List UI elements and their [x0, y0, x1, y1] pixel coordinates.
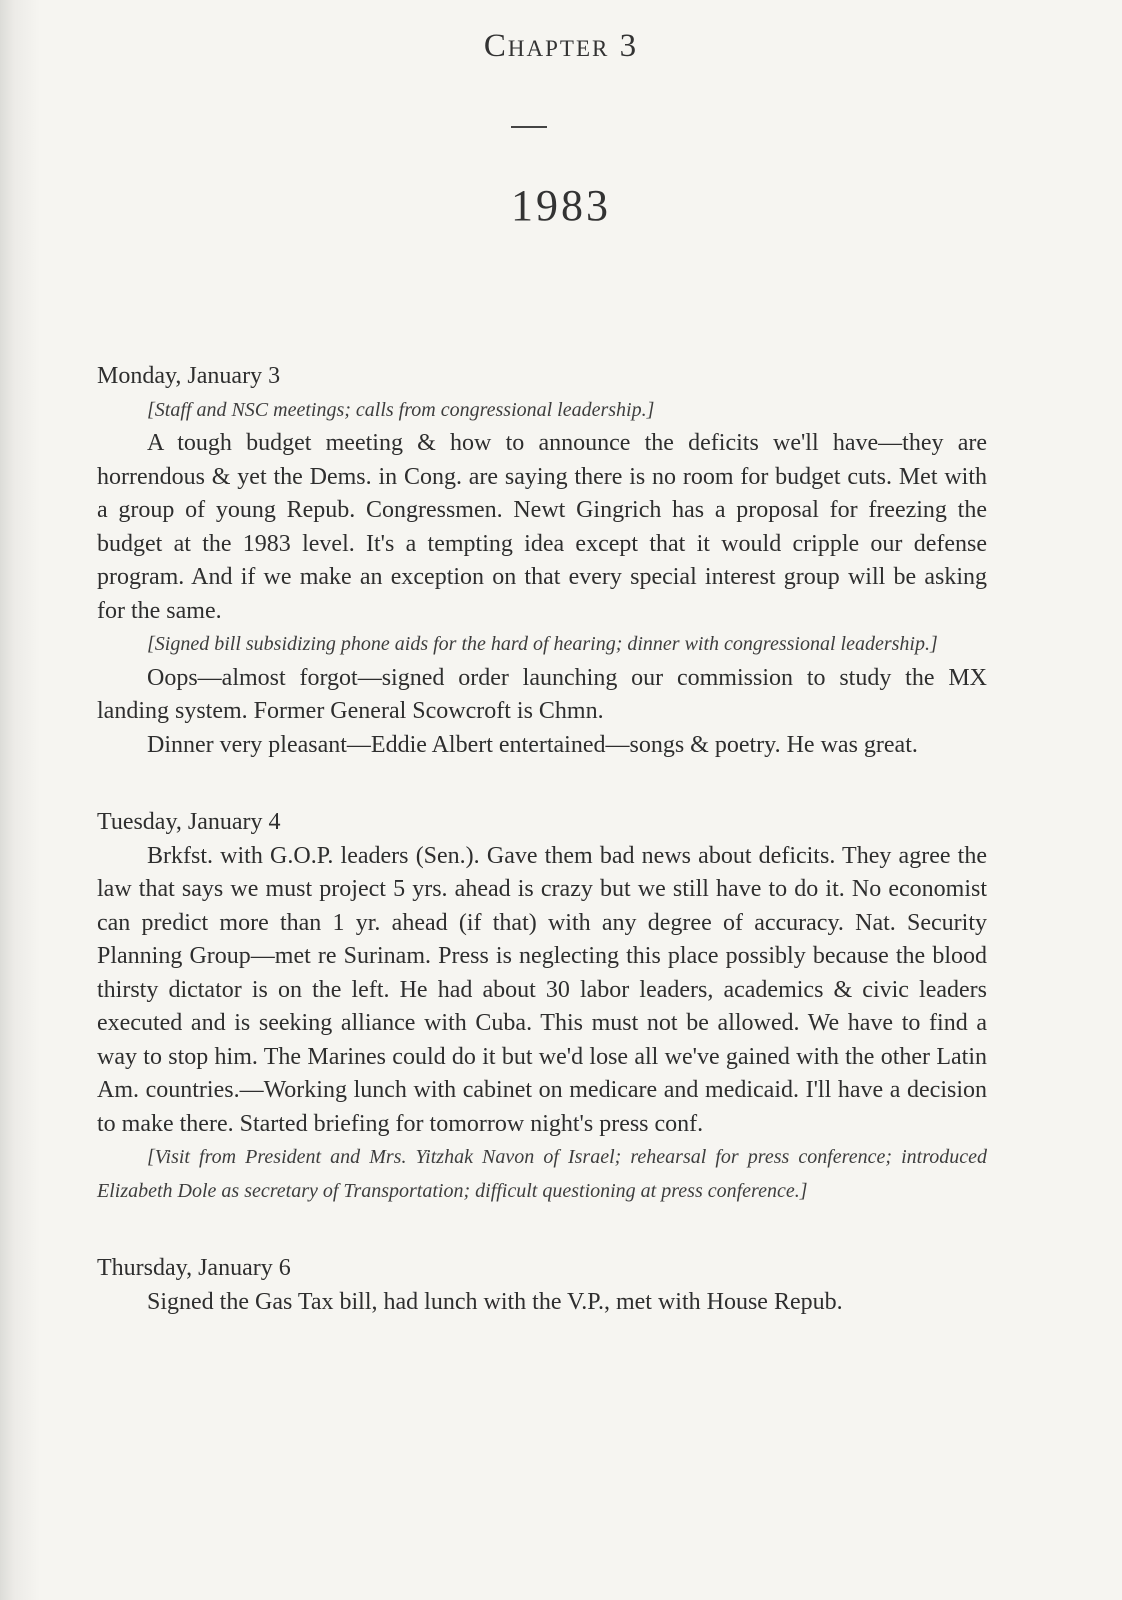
- diary-entry: [97, 360, 987, 762]
- diary-body: [97, 360, 987, 1319]
- entry-paragraph: Brkfst. with G.O.P. leaders (Sen.). Gave them bad news about deficits. They agree the law that says we must project 5 yrs. ahead is crazy but we still have to do it. No economist can predict more than 1 yr. ahead (if that) with any degree of accuracy. Nat. Security Planning Group—met re Surinam. Press is neglecting this place possibly because the blood thirsty dictator is on the left. He had about 30 labor leaders, academics & civic leaders executed and is seeking alliance with Cuba. This must not be allowed. We have to find a way to stop him. The Marines could do it but we'd lose all we've gained with the other Latin Am. countries.—Working lunch with cabinet on medicare and medicaid. I'll have a decision to make there. Started briefing for tomorrow night's press conf.: [97, 842, 987, 1137]
- entry-paragraph: Signed the Gas Tax bill, had lunch with the V.P., met with House Repub.: [147, 1288, 843, 1315]
- entry-date: Thursday, January 6: [97, 1255, 291, 1281]
- entry-date: Tuesday, January 4: [97, 809, 281, 835]
- editorial-note: [Staff and NSC meetings; calls from congressional leadership.]: [147, 398, 655, 421]
- entry-paragraph: Dinner very pleasant—Eddie Albert entertained—songs & poetry. He was great.: [147, 731, 918, 758]
- editorial-note: [Visit from President and Mrs. Yitzhak Navon of Israel; rehearsal for press conference; introduced Elizabeth Dole as secretary of Transportation; difficult questioning at press conference.]: [97, 1146, 987, 1202]
- chapter-label: Chapter 3: [483, 28, 639, 64]
- diary-entry: [97, 806, 987, 1208]
- diary-entry: [97, 1252, 987, 1319]
- entry-paragraph: A tough budget meeting & how to announce the deficits we'll have—they are horrendous & yet the Dems. in Cong. are saying there is no room for budget cuts. Met with a group of young Repub. Congressmen. Newt Gingrich has a proposal for freezing the budget at the 1983 level. It's a tempting idea except that it would cripple our defense program. And if we make an exception on that every special interest group will be asking for the same.: [97, 430, 987, 624]
- chapter-title: 1983: [511, 181, 611, 230]
- entry-paragraph: Oops—almost forgot—signed order launching our commission to study the MX landing system. Former General Scowcroft is Chmn.: [97, 664, 987, 724]
- chapter-divider: [511, 126, 547, 128]
- entry-date: Monday, January 3: [97, 363, 281, 389]
- editorial-note: [Signed bill subsidizing phone aids for the hard of hearing; dinner with congressional leadership.]: [147, 633, 938, 655]
